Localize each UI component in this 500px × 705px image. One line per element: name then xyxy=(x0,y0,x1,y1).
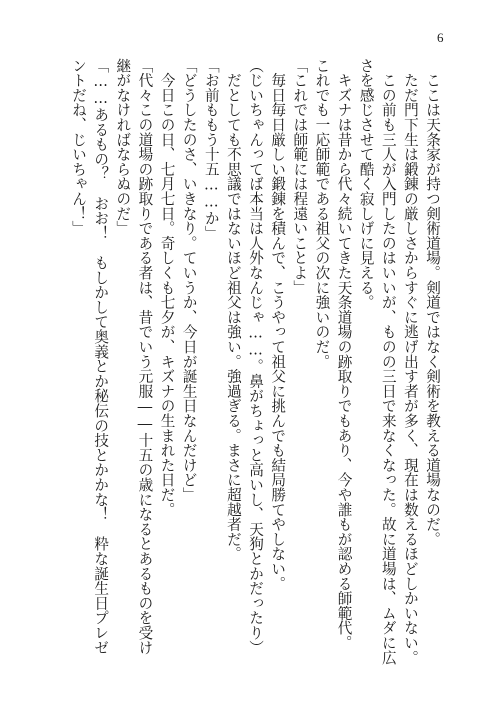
text-line: 毎日毎日厳しい鍛錬を積んで、こうやって祖父に挑んでも結局勝てやしない。 xyxy=(269,58,287,591)
text-line: （じいちゃんってば本当は人外なんじゃ……。鼻がちょっと高いし、天狗とかだったり） xyxy=(247,58,264,655)
text-line: キズナは昔から代々続いてきた天条道場の跡取りでもあり、今や誰もが認める師範代。 xyxy=(335,58,353,650)
text-line: 「代々この道場の跡取りである者は、昔でいう元服――十五の歳になるとあるものを受け xyxy=(136,58,154,655)
text-line: ただ門下生は鍛錬の厳しさからすぐに逃げ出す者が多く、現在は数えるほどしかいない。 xyxy=(401,58,419,665)
text-line: この前も三人が入門したのはいいが、ものの三日で来なくなった。故に道場は、ムダに広 xyxy=(379,58,397,665)
text-line: 今日この日、七月七日。奇しくも七夕が、キズナの生まれた日だ。 xyxy=(158,58,176,517)
text-line: これでも一応師範である祖父の次に強いのだ。 xyxy=(313,58,331,369)
text-line: ここは天条家が持つ剣術道場。剣道ではなく剣術を教える道場なのだ。 xyxy=(424,58,441,547)
text-line: ントだね、じいちゃん！」 xyxy=(70,58,87,236)
page-number: 6 xyxy=(437,30,444,45)
text-line: 「……あるもの？ おお！ もしかして奥義とか秘伝の技とかかな！ 粋な誕生日プレゼ xyxy=(92,58,110,655)
body-text xyxy=(68,58,442,670)
text-line: だとしても不思議ではないほど祖父は強い。強過ぎる。まさに超越者だ。 xyxy=(224,58,242,562)
text-line: 「お前ももう十五……か」 xyxy=(202,58,220,241)
text-line: さを感じさせて酷く寂しげに見える。 xyxy=(357,58,375,310)
text-line: 「これでは師範には程遠いことよ」 xyxy=(291,58,309,295)
text-line: 継がなければならぬのだ」 xyxy=(114,58,132,236)
text-line: 「どうしたのさ、いきなり。ていうか、今日が誕生日なんだけど」 xyxy=(180,58,198,502)
